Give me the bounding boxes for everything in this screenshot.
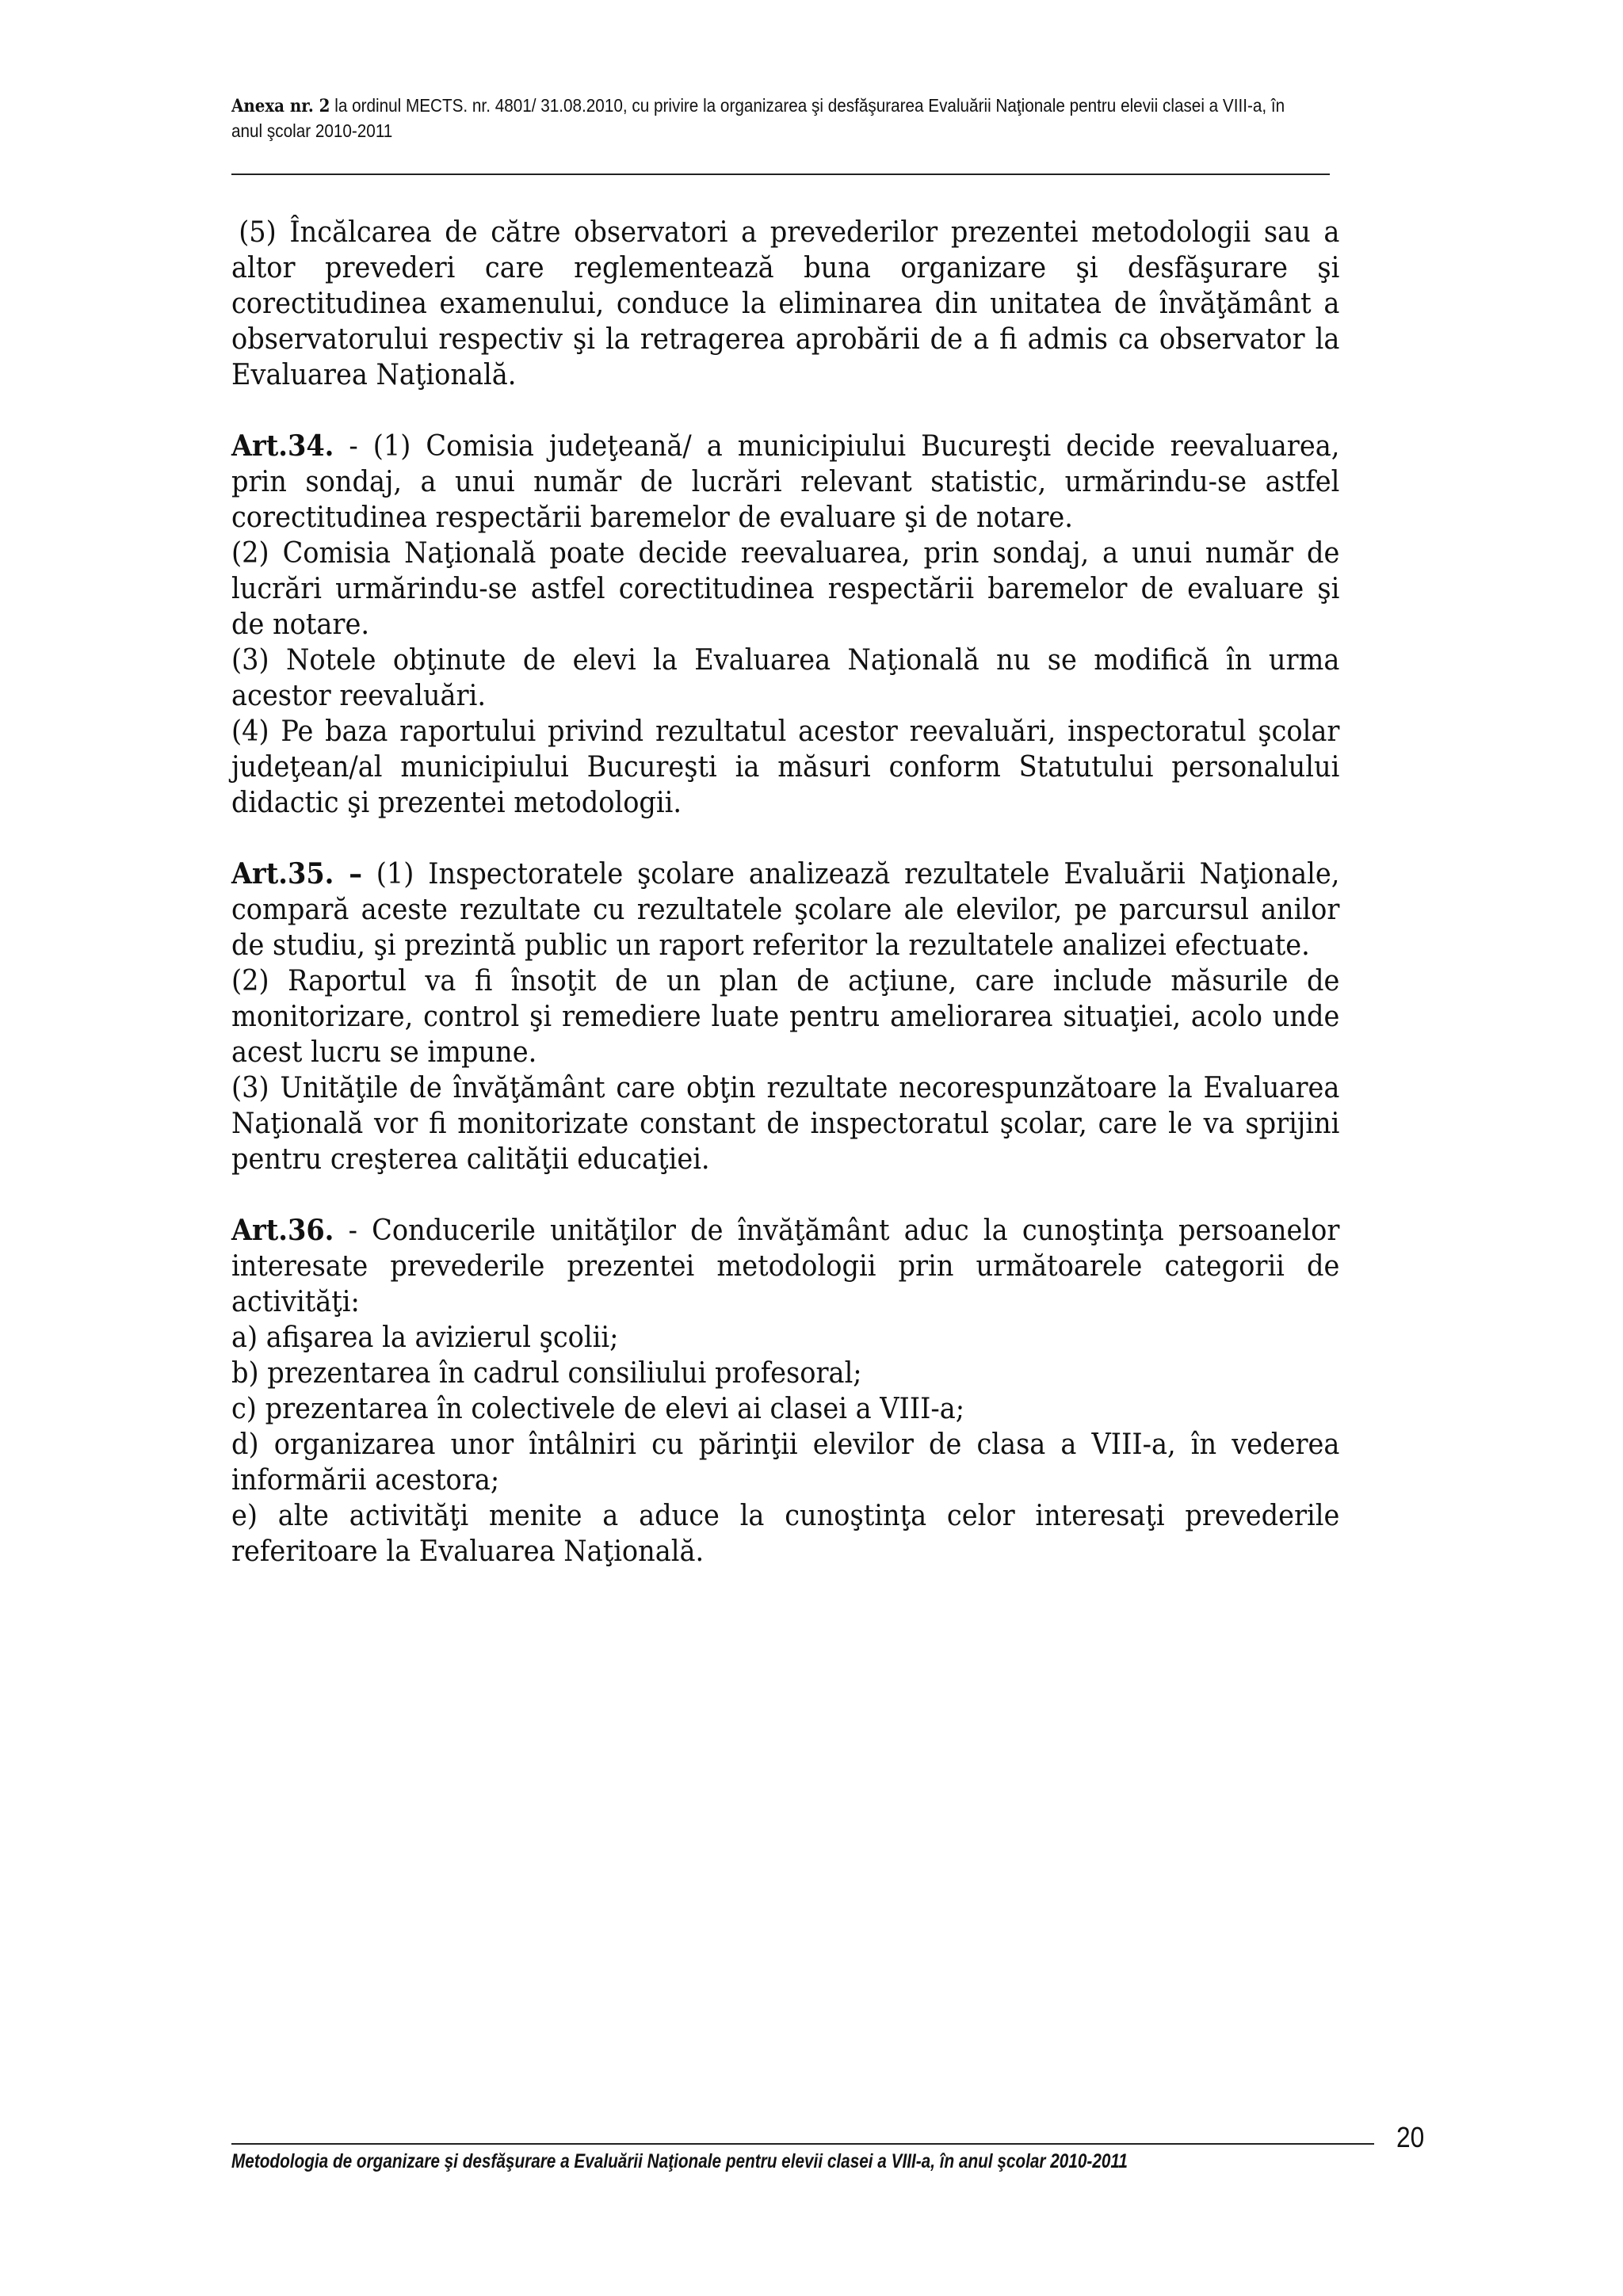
list-item: b) prezentarea în cadrul consiliului profesoral; bbox=[231, 1356, 862, 1390]
art34-paragraph-3: (3) Notele obţinute de elevi la Evaluarea Naţională nu se modifică în urma acestor reevaluări. bbox=[231, 643, 1340, 712]
page-number: 20 bbox=[1396, 2121, 1425, 2153]
art35-paragraph-1 bbox=[231, 856, 1339, 963]
art36-paragraph-1 bbox=[231, 1212, 1339, 1319]
art35-paragraph-3: (3) Unităţile de învăţământ care obţin rezultate necorespunzătoare la Evaluarea Naţională vor fi monitorizate constant de inspectoratul şcolar, care le va sprijini pentru creşterea calităţii educaţiei. bbox=[231, 1070, 1340, 1176]
footer-divider bbox=[231, 2143, 1374, 2145]
page-header bbox=[231, 93, 1316, 143]
page-footer: Metodologia de organizare şi desfăşurare a Evaluării Naţionale pentru elevii clasei a VIII-a, în anul şcolar 2010-2011 bbox=[231, 2150, 1128, 2172]
art36-p1-text: - Conducerile unităţilor de învăţământ aduc la cunoştinţa persoanelor interesate prevederile prezentei metodologii prin următoarele categorii de activităţi: bbox=[231, 1213, 1340, 1318]
document-body bbox=[231, 214, 1339, 1569]
art34-paragraph-2: (2) Comisia Naţională poate decide reevaluarea, prin sondaj, a unui număr de lucrări urmărindu-se astfel corectitudinea respectării baremelor de evaluare şi de notare. bbox=[231, 536, 1340, 641]
art34-p1-text: - (1) Comisia judeţeană/ a municipiului Bucureşti decide reevaluarea, prin sondaj, a unui număr de lucrări relevant statistic, urmărindu-se astfel corectitudinea respectării baremelor de evaluare şi de notare. bbox=[231, 429, 1340, 534]
paragraph-5: (5) Încălcarea de către observatori a prevederilor prezentei metodologii sau a altor prevederi care reglementează buna organizare şi desfăşurare şi corectitudinea examenului, conduce la eliminarea din unitatea de învăţământ a observatorului respectiv şi la retragerea aprobării de a fi admis ca observator la Evaluarea Naţională. bbox=[231, 215, 1340, 391]
list-item: a) afişarea la avizierul şcolii; bbox=[231, 1320, 619, 1354]
art35-p1-text: (1) Inspectoratele şcolare analizează rezultatele Evaluării Naţionale, compară aceste rezultate cu rezultatele şcolare ale elevilor, pe parcursul anilor de studiu, şi prezintă public un raport referitor la rezultatele analizei efectuate. bbox=[231, 856, 1340, 962]
list-item: d) organizarea unor întâlniri cu părinţii elevilor de clasa a VIII-a, în vederea informării acestora; bbox=[231, 1427, 1340, 1497]
header-text: la ordinul MECTS. nr. 4801/ 31.08.2010, cu privire la organizarea şi desfăşurarea Evaluării Naţionale pentru elevii clasei a VIII-a, în anul şcolar 2010-2011 bbox=[231, 95, 1285, 141]
art34-paragraph-1 bbox=[231, 428, 1339, 535]
annex-label: Anexa nr. 2 bbox=[231, 96, 330, 116]
art35-paragraph-2: (2) Raportul va fi însoţit de un plan de acţiune, care include măsurile de monitorizare, control şi remediere luate pentru ameliorarea situaţiei, acolo unde acest lucru se impune. bbox=[231, 963, 1340, 1069]
list-item: e) alte activităţi menite a aduce la cunoştinţa celor interesaţi prevederile referitoare la Evaluarea Naţională. bbox=[231, 1498, 1340, 1568]
art35-title: Art.35. – bbox=[231, 856, 362, 891]
art34-title: Art.34. bbox=[231, 429, 334, 463]
art34-paragraph-4: (4) Pe baza raportului privind rezultatul acestor reevaluări, inspectoratul şcolar judeţean/al municipiului Bucureşti ia măsuri conform Statutului personalului didactic şi prezentei metodologii. bbox=[231, 714, 1340, 819]
art36-title: Art.36. bbox=[231, 1213, 334, 1247]
list-item: c) prezentarea în colectivele de elevi ai clasei a VIII-a; bbox=[231, 1391, 965, 1425]
header-divider bbox=[231, 174, 1330, 175]
